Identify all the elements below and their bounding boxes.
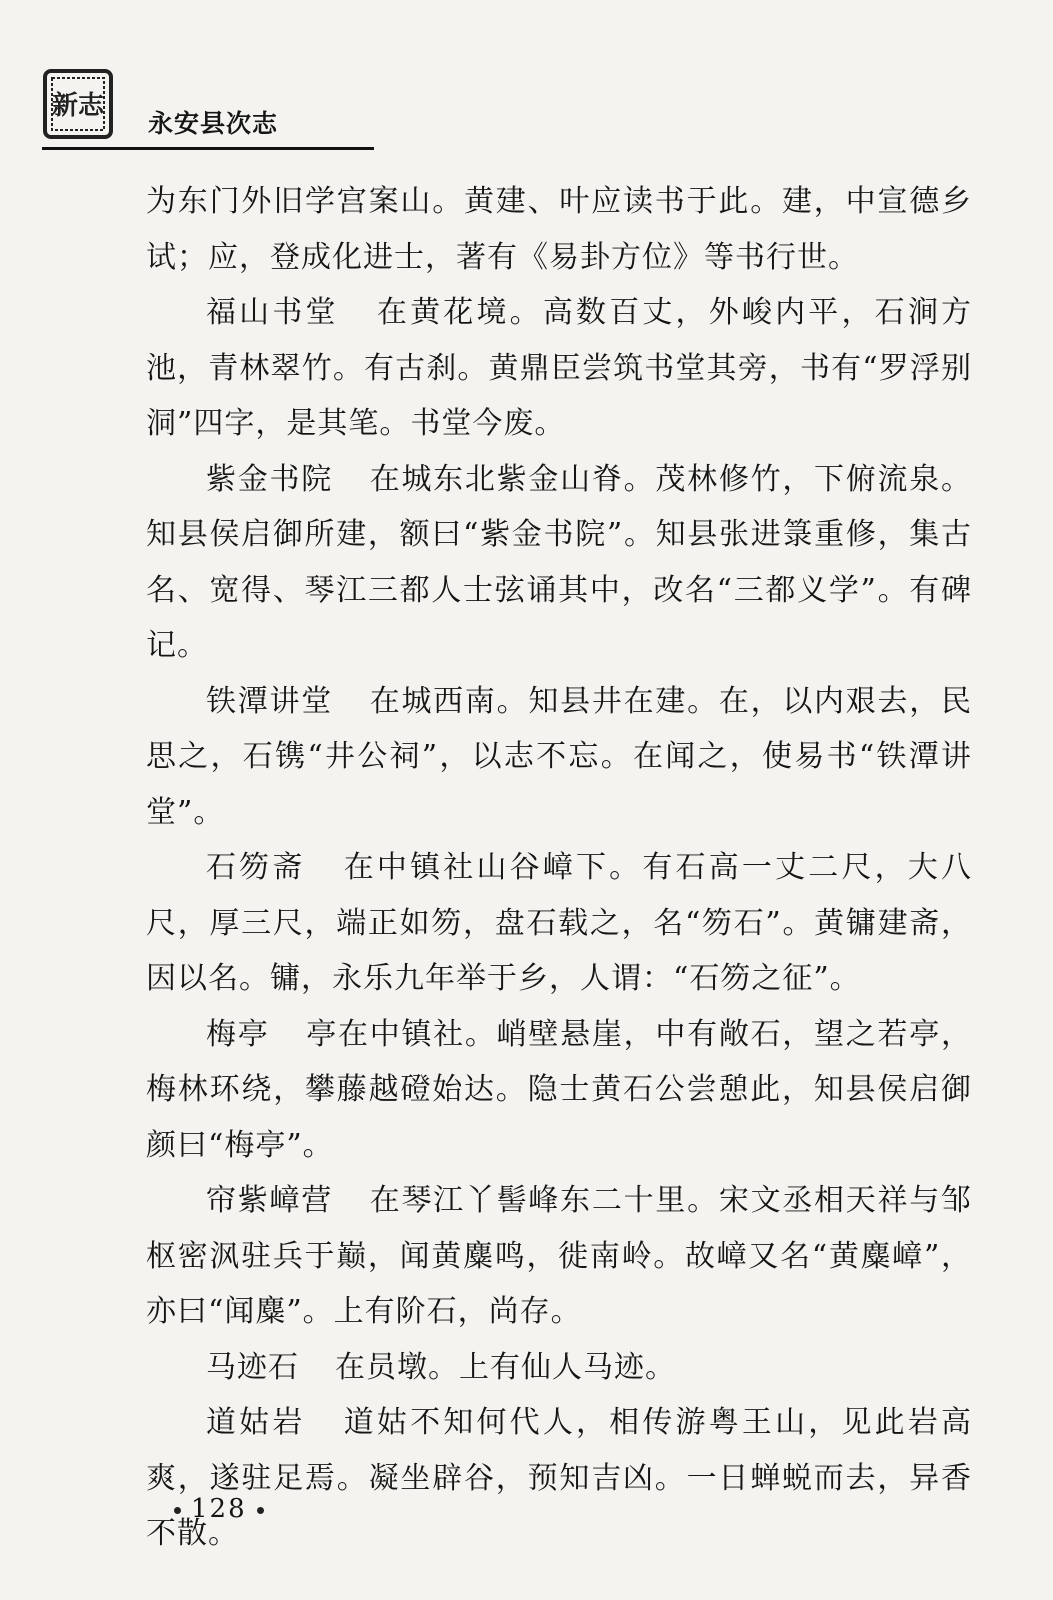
entry-paragraph [146, 1340, 972, 1396]
entry-text: 在中镇社山谷嶂下。有石高一丈二尺，大八尺，厚三尺，端正如笏，盘石载之，名“笏石”。黄镛建斋，因以名。镛，永乐九年举于乡，人谓：“石笏之征”。 [146, 850, 973, 996]
entry-title: 帘紫嶂营 [206, 1183, 333, 1218]
entry-paragraph [146, 674, 972, 841]
entry-paragraph [146, 1173, 972, 1340]
seal-logo-icon [42, 68, 114, 140]
page-number [164, 1494, 274, 1524]
entry-paragraph [146, 1395, 972, 1562]
entry-title: 马迹石 [206, 1349, 299, 1385]
header-rule [42, 147, 374, 150]
entry-title: 梅亭 [206, 1016, 270, 1052]
running-title: 永安县次志 [148, 109, 279, 138]
entry-paragraph [146, 452, 972, 674]
entry-text: 在员墩。上有仙人马迹。 [335, 1349, 676, 1385]
body-text [146, 174, 972, 1562]
svg-text:新志: 新志 [51, 91, 105, 121]
entry-title: 道姑岩 [206, 1405, 306, 1440]
entry-title: 铁潭讲堂 [206, 683, 333, 719]
entry-text: 亭在中镇社。峭壁悬崖，中有敞石，望之若亭，梅林环绕，攀藤越磴始达。隐士黄石公尝憩此，知县侯启御颜曰“梅亭”。 [146, 1016, 973, 1163]
entry-text: 在黄花境。高数百丈，外峻内平，石涧方池，青林翠竹。有古刹。黄鼎臣尝筑书堂其旁，书有“罗浮别洞”四字，是其笔。书堂今废。 [146, 295, 973, 441]
paragraph-text: 为东门外旧学宫案山。黄建、叶应读书于此。建，中宣德乡试；应，登成化进士，著有《易卦方位》等书行世。 [146, 184, 972, 275]
entry-text: 在琴江丫髻峰东二十里。宋文丞相天祥与邹枢密沨驻兵于巅，闻黄麋鸣，徙南岭。故嶂又名“黄麋嶂”，亦曰“闻麋”。上有阶石，尚存。 [146, 1183, 973, 1329]
entry-text: 在城东北紫金山脊。茂林修竹，下俯流泉。知县侯启御所建，额曰“紫金书院”。知县张进箓重修，集古名、宽得、琴江三都人士弦诵其中，改名“三都义学”。有碑记。 [146, 461, 973, 663]
entry-title: 紫金书院 [206, 461, 333, 497]
bullet-dot-icon [257, 1507, 264, 1514]
page-number-text: 128 [191, 1494, 247, 1524]
bullet-dot-icon [174, 1507, 181, 1514]
entry-paragraph [146, 1007, 972, 1174]
entry-paragraph [146, 840, 972, 1007]
entry-text: 道姑不知何代人，相传游粤王山，见此岩高爽，遂驻足焉。凝坐辟谷，预知吉凶。一日蝉蜕而去，异香不散。 [146, 1405, 973, 1551]
entry-title: 石笏斋 [206, 850, 306, 885]
entry-text: 在城西南。知县井在建。在，以内艰去，民思之，石镌“井公祠”，以志不忘。在闻之，使易书“铁潭讲堂”。 [146, 683, 973, 830]
entry-title: 福山书堂 [206, 295, 339, 330]
entry-paragraph [146, 285, 972, 452]
paragraph-continued [146, 174, 972, 285]
